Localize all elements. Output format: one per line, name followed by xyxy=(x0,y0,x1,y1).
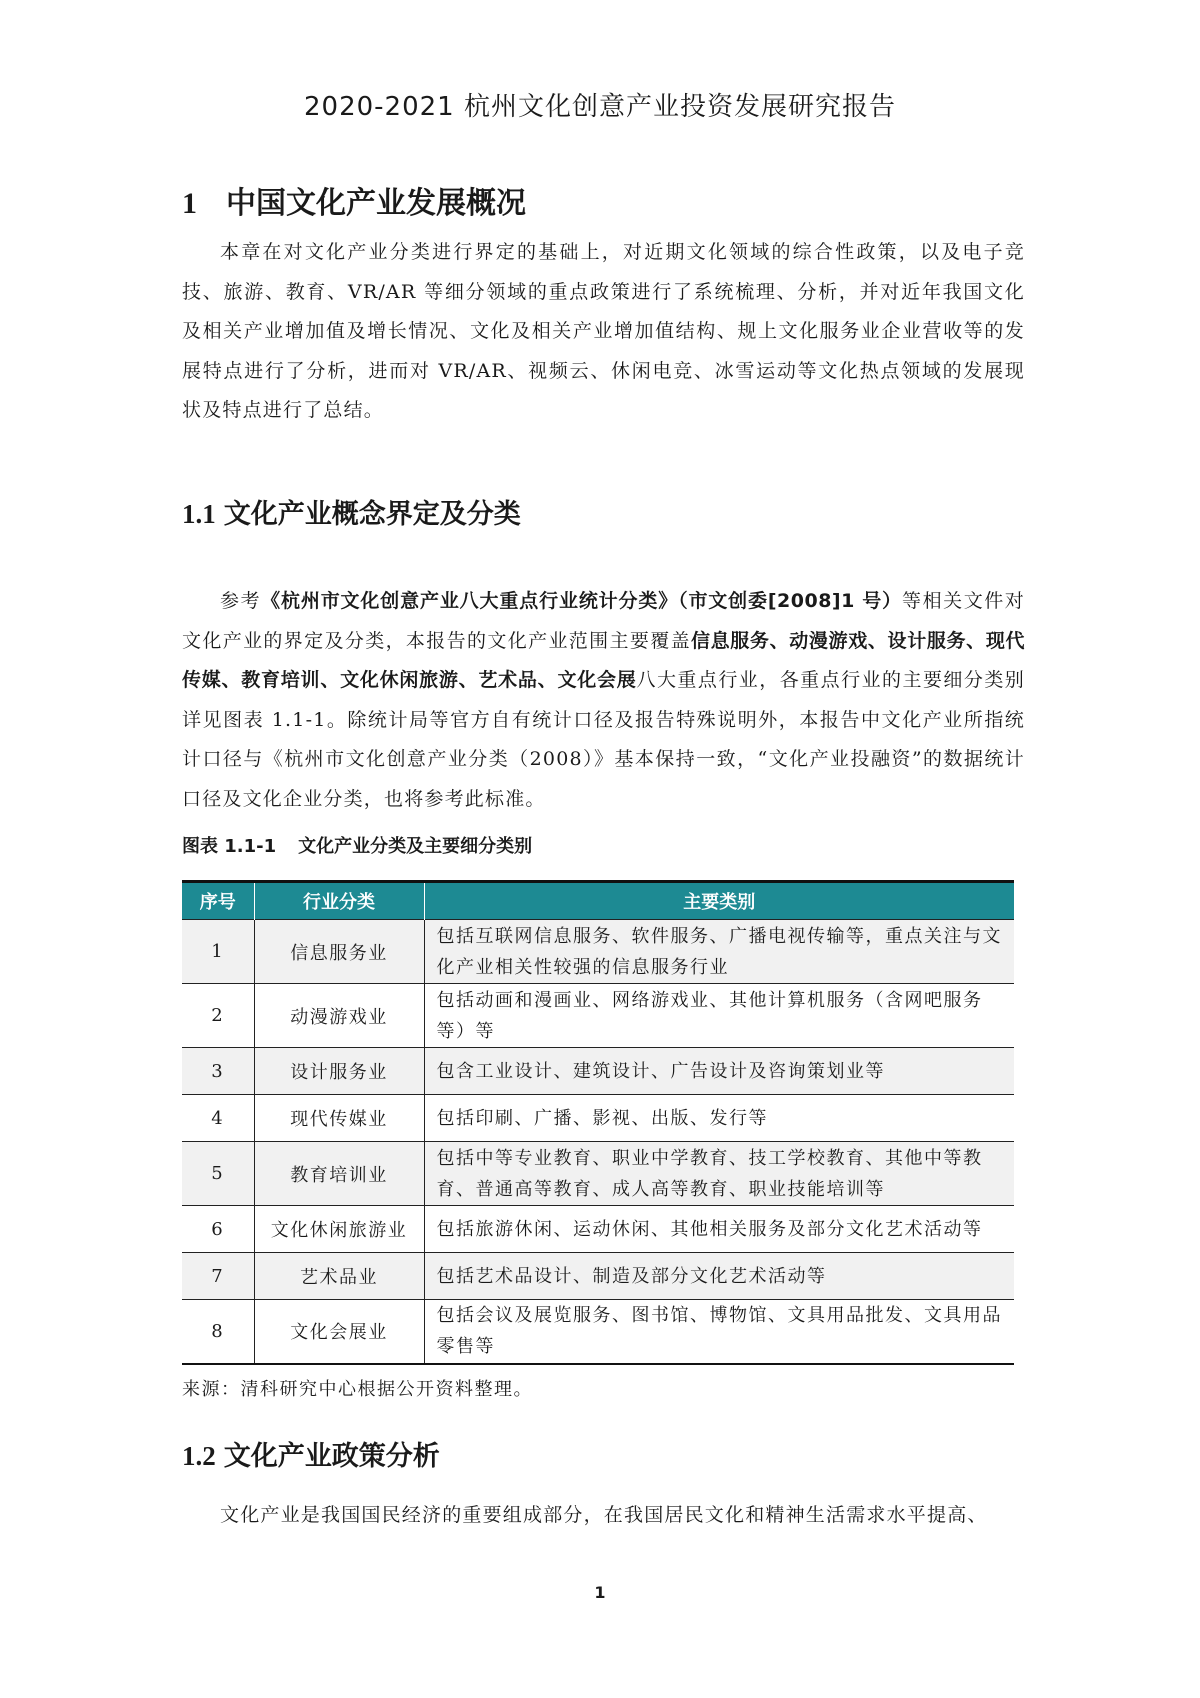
header-category: 行业分类 xyxy=(254,882,424,920)
para-bold-1: 《杭州市文化创意产业八大重点行业统计分类》（市文创委[2008]1 号） xyxy=(261,590,903,612)
header-no: 序号 xyxy=(182,882,254,920)
chapter-title: 中国文化产业发展概况 xyxy=(226,186,526,221)
table-row xyxy=(182,1206,1014,1253)
row-details: 包括会议及展览服务、图书馆、博物馆、文具用品批发、文具用品零售等 xyxy=(424,1300,1014,1364)
table-row xyxy=(182,984,1014,1048)
row-details: 包括动画和漫画业、网络游戏业、其他计算机服务（含网吧服务等）等 xyxy=(424,984,1014,1048)
row-category: 教育培训业 xyxy=(254,1142,424,1206)
section-1-1-paragraph xyxy=(182,582,1025,819)
section-1-1-title: 文化产业概念界定及分类 xyxy=(223,499,521,530)
row-details: 包括旅游休闲、运动休闲、其他相关服务及部分文化艺术活动等 xyxy=(424,1206,1014,1253)
row-no: 7 xyxy=(182,1253,254,1300)
row-no: 5 xyxy=(182,1142,254,1206)
row-category: 艺术品业 xyxy=(254,1253,424,1300)
para-text-2: 等相关文件对文化产业的界定及分类，本报告的文化产业范围主要覆盖 xyxy=(182,590,1026,652)
row-details: 包含工业设计、建筑设计、广告设计及咨询策划业等 xyxy=(424,1048,1014,1095)
header-details: 主要类别 xyxy=(424,882,1014,920)
row-no: 2 xyxy=(182,984,254,1048)
row-no: 3 xyxy=(182,1048,254,1095)
table-row xyxy=(182,1142,1014,1206)
table-row xyxy=(182,1095,1014,1142)
row-details: 包括艺术品设计、制造及部分文化艺术活动等 xyxy=(424,1253,1014,1300)
table-header-row xyxy=(182,882,1014,920)
table-row xyxy=(182,1253,1014,1300)
table-source-note: 来源：清科研究中心根据公开资料整理。 xyxy=(182,1379,533,1400)
row-details: 包括互联网信息服务、软件服务、广播电视传输等，重点关注与文化产业相关性较强的信息服务行业 xyxy=(424,920,1014,984)
chapter-number: 1 xyxy=(182,187,197,220)
row-category: 动漫游戏业 xyxy=(254,984,424,1048)
section-1-1-heading xyxy=(182,492,521,531)
row-category: 现代传媒业 xyxy=(254,1095,424,1142)
table-row xyxy=(182,1048,1014,1095)
classification-table xyxy=(182,880,1014,1365)
row-category: 文化会展业 xyxy=(254,1300,424,1364)
row-category: 信息服务业 xyxy=(254,920,424,984)
para-text-3: 八大重点行业，各重点行业的主要细分类别详见图表 1.1-1。除统计局等官方自有统计口径及报告特殊说明外，本报告中文化产业所指统计口径与《杭州市文化创意产业分类（2008）》基本保持一致，“文化产业投融资”的数据统计口径及文化企业分类，也将参考此标准。 xyxy=(182,669,1025,810)
row-category: 文化休闲旅游业 xyxy=(254,1206,424,1253)
row-no: 1 xyxy=(182,920,254,984)
section-1-1-number: 1.1 xyxy=(182,499,216,529)
row-no: 6 xyxy=(182,1206,254,1253)
row-no: 4 xyxy=(182,1095,254,1142)
section-1-2-number: 1.2 xyxy=(182,1441,216,1471)
table-caption-title: 文化产业分类及主要细分类别 xyxy=(298,836,533,857)
table-caption xyxy=(182,832,532,858)
page-number: 1 xyxy=(594,1583,606,1602)
table-row xyxy=(182,1300,1014,1364)
section-1-2-title: 文化产业政策分析 xyxy=(223,1441,440,1472)
row-no: 8 xyxy=(182,1300,254,1364)
row-details: 包括印刷、广播、影视、出版、发行等 xyxy=(424,1095,1014,1142)
chapter-intro-paragraph: 本章在对文化产业分类进行界定的基础上，对近期文化领域的综合性政策，以及电子竞技、旅游、教育、VR/AR 等细分领域的重点政策进行了系统梳理、分析，并对近年我国文化及相关产业增加值及增长情况、文化及相关产业增加值结构、规上文化服务业企业营收等的发展特点进行了分析，进而对 VR/AR、视频云、休闲电竞、冰雪运动等文化热点领域的发展现状及特点进行了总结。 xyxy=(182,241,1025,421)
table-row xyxy=(182,920,1014,984)
para-bold-2: 信息服务、动漫游戏、设计服务、现代传媒、教育培训、文化休闲旅游、艺术品、文化会展 xyxy=(182,629,1025,691)
row-category: 设计服务业 xyxy=(254,1048,424,1095)
section-1-2-paragraph: 文化产业是我国国民经济的重要组成部分，在我国居民文化和精神生活需求水平提高、 xyxy=(220,1504,988,1526)
report-header: 2020-2021 杭州文化创意产业投资发展研究报告 xyxy=(304,92,896,122)
chapter-heading xyxy=(182,178,526,222)
para-text-1: 参考 xyxy=(220,590,262,612)
table-caption-label: 图表 1.1-1 xyxy=(182,836,277,857)
row-details: 包括中等专业教育、职业中学教育、技工学校教育、其他中等教育、普通高等教育、成人高等教育、职业技能培训等 xyxy=(424,1142,1014,1206)
section-1-2-heading xyxy=(182,1434,440,1473)
